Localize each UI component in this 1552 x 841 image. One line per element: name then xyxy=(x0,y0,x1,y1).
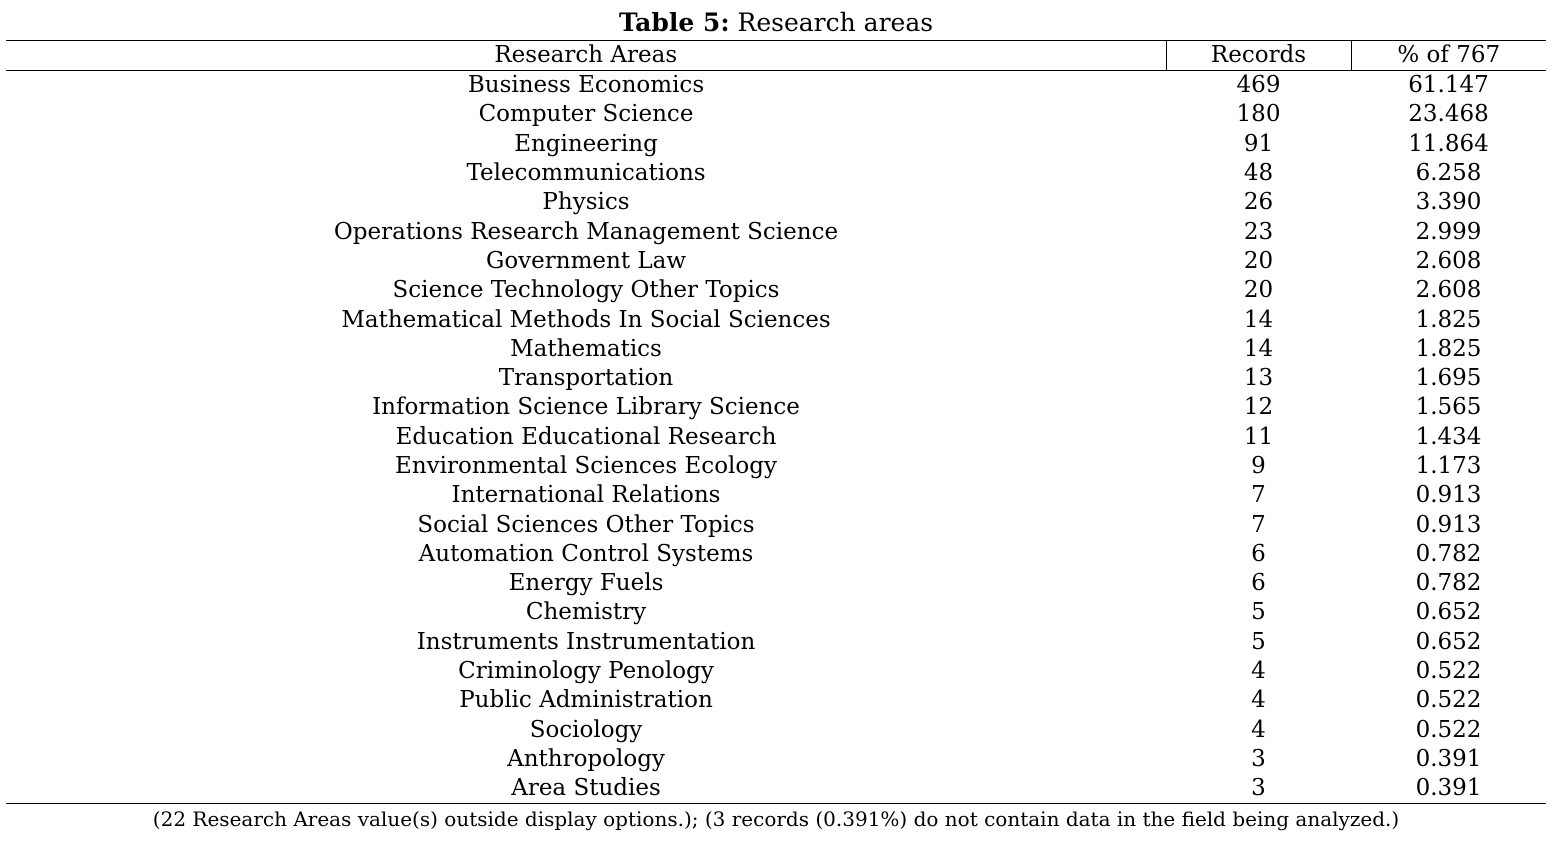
records-cell: 6 xyxy=(1251,570,1266,597)
table-caption xyxy=(0,6,1552,40)
research-area-cell: Government Law xyxy=(485,247,687,274)
table-row xyxy=(6,657,1546,686)
table-row xyxy=(6,745,1546,774)
percent-cell: 0.913 xyxy=(1415,511,1482,538)
records-cell: 20 xyxy=(1243,247,1274,274)
percent-cell: 0.522 xyxy=(1415,658,1482,685)
research-area-cell: Computer Science xyxy=(478,101,694,128)
research-area-cell: Anthropology xyxy=(507,745,665,772)
percent-cell: 1.825 xyxy=(1415,335,1482,362)
table-row xyxy=(6,423,1546,452)
table-row xyxy=(6,774,1546,804)
header-percent: % of 767 xyxy=(1351,41,1546,71)
records-cell: 20 xyxy=(1243,277,1274,304)
records-cell: 7 xyxy=(1251,482,1266,509)
table-row xyxy=(6,305,1546,334)
percent-cell: 0.391 xyxy=(1415,745,1482,772)
percent-cell: 1.825 xyxy=(1415,306,1482,333)
table-row xyxy=(6,393,1546,422)
research-area-cell: Area Studies xyxy=(6,774,1166,804)
table-row xyxy=(6,100,1546,129)
records-cell: 26 xyxy=(1243,189,1274,216)
table-footnote: (22 Research Areas value(s) outside display options.); (3 records (0.391%) do not contain data in the field being analyzed.) xyxy=(152,807,1400,831)
records-cell: 5 xyxy=(1251,628,1266,655)
records-cell: 6 xyxy=(1251,540,1266,567)
percent-cell: 1.434 xyxy=(1415,423,1482,450)
records-cell: 4 xyxy=(1251,716,1266,743)
percent-cell: 0.782 xyxy=(1415,540,1482,567)
percent-cell: 0.522 xyxy=(1415,687,1482,714)
percent-cell: 6.258 xyxy=(1415,160,1482,187)
records-cell: 469 xyxy=(1236,72,1281,99)
records-cell: 11 xyxy=(1243,423,1274,450)
records-cell: 3 xyxy=(1251,745,1266,772)
table-row xyxy=(6,217,1546,246)
percent-cell: 2.608 xyxy=(1415,277,1482,304)
percent-cell: 1.565 xyxy=(1415,394,1482,421)
percent-cell: 0.522 xyxy=(1415,716,1482,743)
records-cell: 14 xyxy=(1243,335,1274,362)
research-area-cell: Social Sciences Other Topics xyxy=(417,511,755,538)
research-area-cell: Science Technology Other Topics xyxy=(392,277,780,304)
research-area-cell: Public Administration xyxy=(459,687,713,714)
table-row xyxy=(6,159,1546,188)
records-cell: 12 xyxy=(1243,394,1274,421)
research-area-cell: Telecommunications xyxy=(466,160,706,187)
percent-cell: 1.173 xyxy=(1415,453,1482,479)
records-cell: 5 xyxy=(1251,599,1266,626)
table-row xyxy=(6,188,1546,217)
caption-label: Table 5: xyxy=(618,8,730,37)
table-row xyxy=(6,335,1546,364)
percent-cell: 11.864 xyxy=(1408,130,1489,157)
records-cell: 91 xyxy=(1243,130,1274,157)
records-cell: 4 xyxy=(1251,658,1266,685)
records-cell: 13 xyxy=(1243,365,1274,392)
table-row xyxy=(6,71,1546,101)
records-cell: 7 xyxy=(1251,511,1266,538)
table-row xyxy=(6,452,1546,481)
percent-cell: 0.782 xyxy=(1415,570,1482,597)
percent-cell: 61.147 xyxy=(1408,72,1489,99)
table-row xyxy=(6,481,1546,510)
table-row xyxy=(6,510,1546,539)
table-row xyxy=(6,569,1546,598)
records-cell: 23 xyxy=(1243,218,1274,245)
header-records: Records xyxy=(1166,41,1351,71)
research-area-cell: Physics xyxy=(542,189,630,216)
table-row xyxy=(6,686,1546,715)
table-row xyxy=(6,628,1546,657)
research-area-cell: Transportation xyxy=(498,365,674,392)
percent-cell: 23.468 xyxy=(1408,101,1489,128)
records-cell: 180 xyxy=(1236,101,1281,128)
table-row xyxy=(6,598,1546,627)
research-area-cell: Environmental Sciences Ecology xyxy=(395,453,777,479)
percent-cell: 0.913 xyxy=(1415,482,1482,509)
table-row xyxy=(6,540,1546,569)
research-area-cell: Chemistry xyxy=(525,599,647,626)
records-cell: 14 xyxy=(1243,306,1274,333)
records-cell: 3 xyxy=(1166,774,1351,804)
research-area-cell: International Relations xyxy=(451,482,721,509)
table-row xyxy=(6,364,1546,393)
research-area-cell: Information Science Library Science xyxy=(372,394,800,421)
research-area-cell: Sociology xyxy=(529,716,643,743)
percent-cell: 0.652 xyxy=(1415,599,1482,626)
header-row xyxy=(6,41,1546,71)
percent-cell: 2.608 xyxy=(1415,247,1482,274)
research-area-cell: Instruments Instrumentation xyxy=(416,628,756,655)
research-area-cell: Engineering xyxy=(514,130,658,157)
records-cell: 4 xyxy=(1251,687,1266,714)
research-areas-table xyxy=(6,40,1546,804)
table-row xyxy=(6,130,1546,159)
records-cell: 48 xyxy=(1243,160,1274,187)
caption-title: Research areas xyxy=(737,8,934,37)
header-research-areas: Research Areas xyxy=(6,41,1166,71)
research-area-cell: Mathematical Methods In Social Sciences xyxy=(341,306,831,333)
research-area-cell: Operations Research Management Science xyxy=(333,218,839,245)
research-area-cell: Automation Control Systems xyxy=(418,540,754,567)
records-cell: 9 xyxy=(1251,453,1266,479)
percent-cell: 3.390 xyxy=(1415,189,1482,216)
table-row xyxy=(6,247,1546,276)
table-row xyxy=(6,276,1546,305)
research-area-cell: Mathematics xyxy=(510,335,662,362)
research-area-cell: Criminology Penology xyxy=(458,658,714,685)
research-area-cell: Education Educational Research xyxy=(395,423,777,450)
table-body xyxy=(6,71,1546,804)
percent-cell: 0.391 xyxy=(1351,774,1546,804)
percent-cell: 1.695 xyxy=(1415,365,1482,392)
percent-cell: 2.999 xyxy=(1415,218,1482,245)
table-row xyxy=(6,716,1546,745)
research-area-cell: Energy Fuels xyxy=(508,570,664,597)
percent-cell: 0.652 xyxy=(1415,628,1482,655)
research-area-cell: Business Economics xyxy=(467,72,705,99)
